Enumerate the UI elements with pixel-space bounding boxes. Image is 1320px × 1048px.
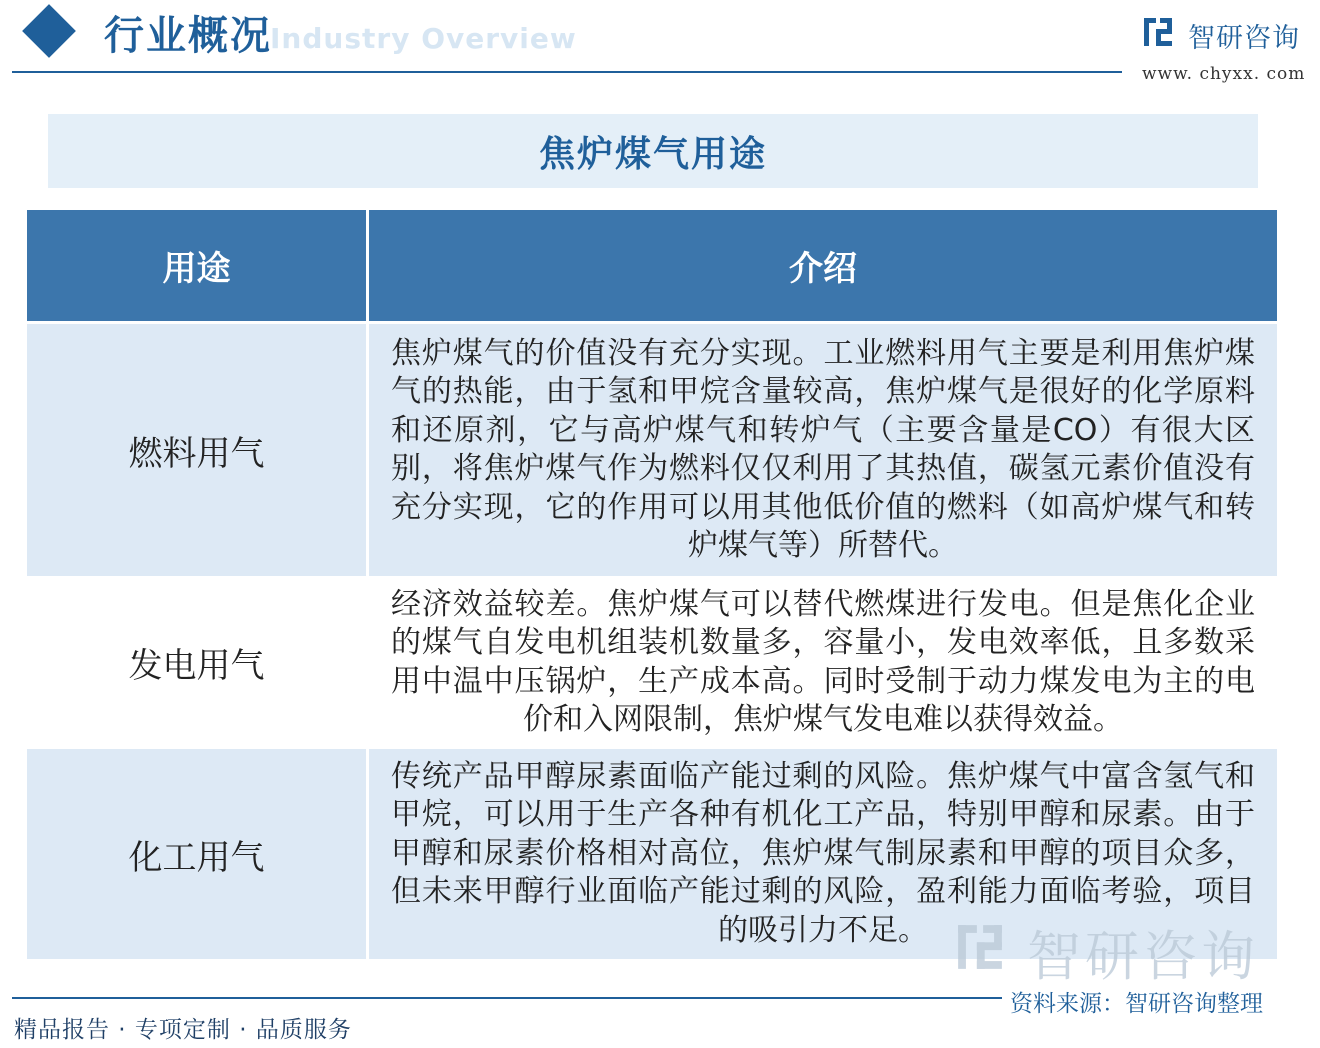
footer-source: 资料来源：智研咨询整理 (1010, 991, 1263, 1017)
intro-text: 经济效益较差。焦炉煤气可以替代燃煤进行发电。但是焦化企业的煤气自发电机组装机数量多，容量小，发电效率低，且多数采用中温中压锅炉，生产成本高。同时受制于动力煤发电为主的电价和入网限制，焦炉煤气发电难以获得效益。 (391, 586, 1255, 737)
brand-logo (1142, 12, 1307, 82)
use-cell: 发电用气 (27, 576, 369, 749)
page-header (0, 0, 1320, 90)
table-title-band (48, 114, 1258, 188)
header-subtitle-en: Industry Overview (270, 22, 577, 55)
brand-logo-icon (1142, 16, 1174, 48)
intro-cell (369, 576, 1277, 749)
intro-text: 传统产品甲醇尿素面临产能过剩的风险。焦炉煤气中富含氢气和甲烷，可以用于生产各种有机化工产品，特别甲醇和尿素。由于甲醇和尿素价格相对高位，焦炉煤气制尿素和甲醇的项目众多，但未来甲醇行业面临产能过剩的风险，盈利能力面临考验，项目的吸引力不足。 (391, 758, 1255, 948)
footer-divider (12, 997, 1002, 999)
header-title: 行业概况 (104, 13, 272, 59)
use-cell: 燃料用气 (27, 324, 369, 576)
column-header-intro: 介绍 (789, 249, 857, 289)
column-header-use: 用途 (27, 210, 369, 321)
watermark-text: 智研咨询 (1027, 925, 1259, 988)
brand-name: 智研咨询 (1188, 23, 1300, 54)
header-divider (12, 71, 1122, 73)
intro-cell (369, 324, 1277, 576)
usage-table (27, 210, 1277, 959)
brand-url: www. chyxx. com (1142, 64, 1306, 84)
footer-tagline: 精品报告 · 专项定制 · 品质服务 (14, 1017, 352, 1043)
table-header-row (27, 210, 1277, 321)
watermark-logo-icon (955, 922, 1005, 972)
use-cell: 化工用气 (27, 749, 369, 959)
table-row (27, 576, 1277, 749)
watermark (955, 914, 1285, 988)
table-row (27, 324, 1277, 576)
table-title: 焦炉煤气用途 (538, 133, 767, 175)
intro-text: 焦炉煤气的价值没有充分实现。工业燃料用气主要是利用焦炉煤气的热能，由于氢和甲烷含量较高，焦炉煤气是很好的化学原料和还原剂，它与高炉煤气和转炉气（主要含量是CO）有很大区别，将焦炉煤气作为燃料仅仅利用了其热值，碳氢元素价值没有充分实现，它的作用可以用其他低价值的燃料（如高炉煤气和转炉煤气等）所替代。 (391, 335, 1255, 563)
diamond-icon (22, 4, 76, 58)
